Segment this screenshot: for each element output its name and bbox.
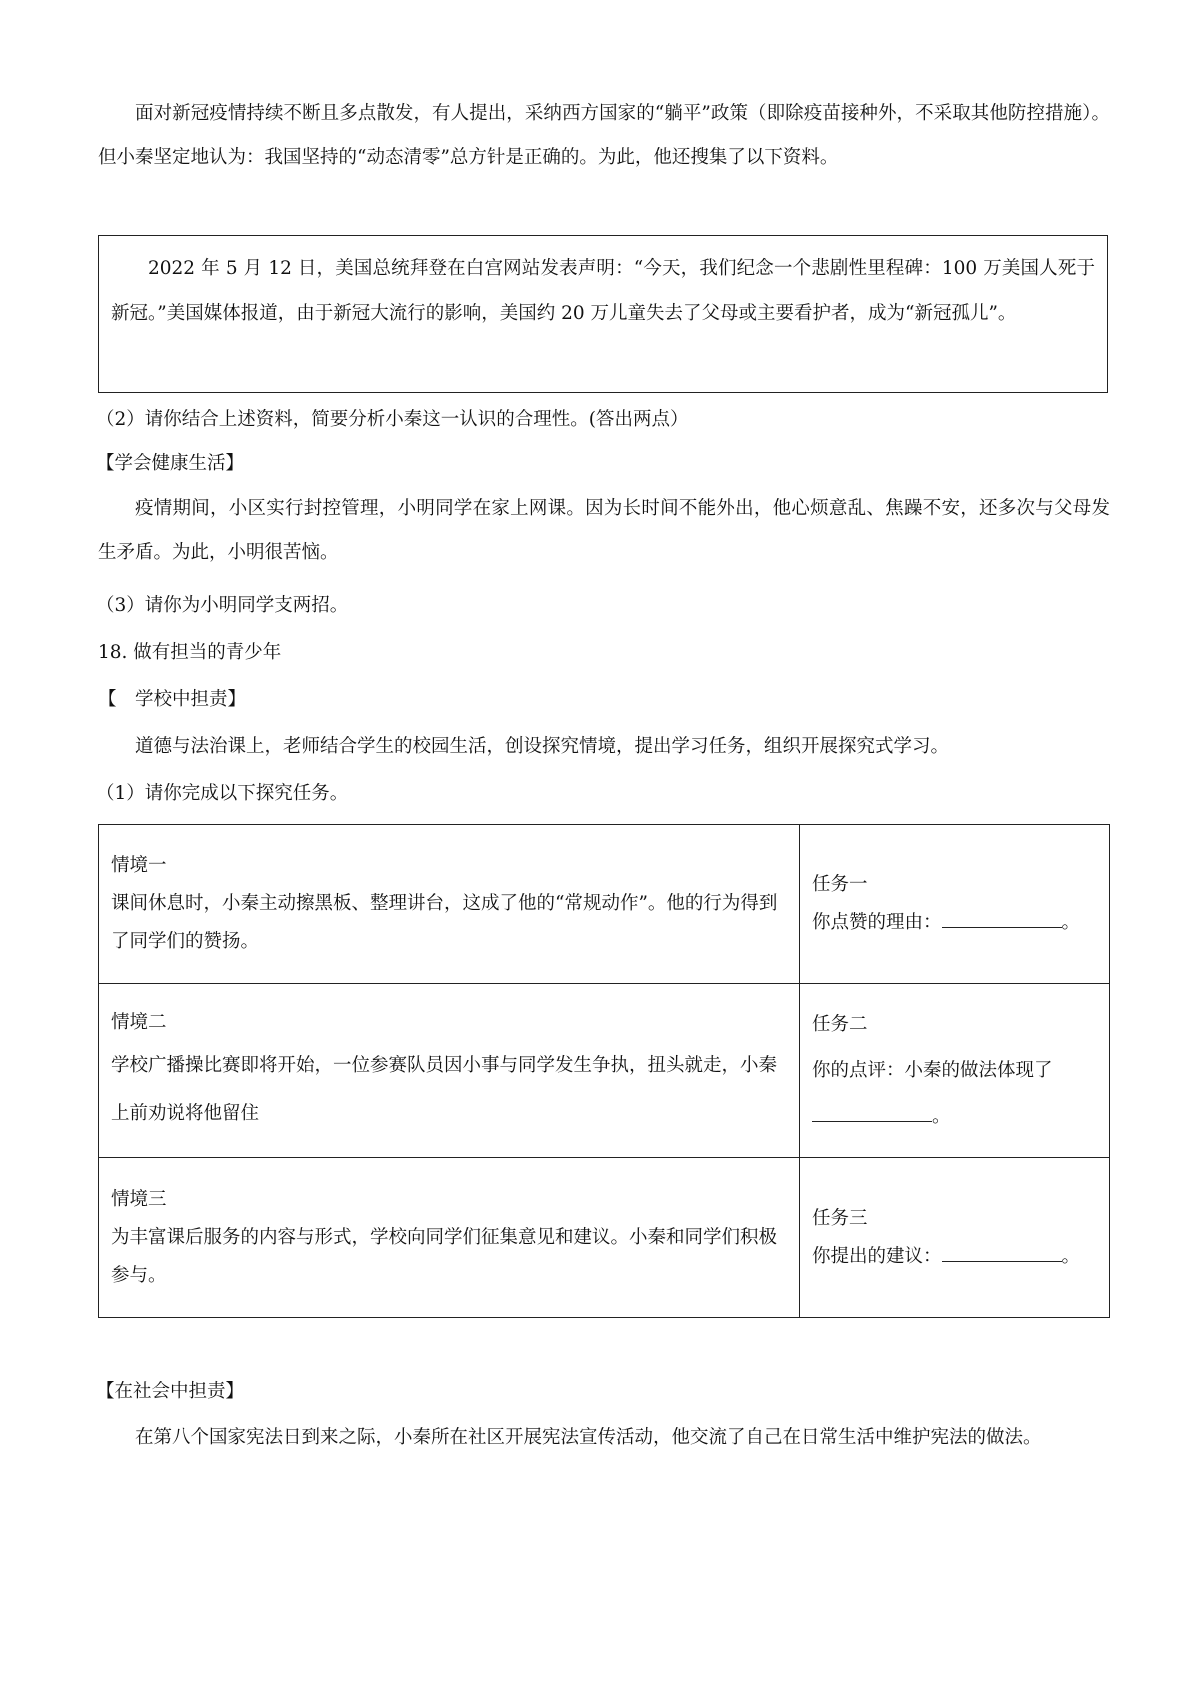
- task-table: [98, 824, 1110, 1318]
- material-box: [98, 235, 1108, 393]
- question-1: （1）请你完成以下探究任务。: [96, 783, 349, 804]
- situation-text: 为丰富课后服务的内容与形式，学校向同学们征集意见和建议。小秦和同学们积极参与。: [111, 1226, 778, 1286]
- situation-title: 情境二: [111, 1011, 167, 1033]
- material-text: 2022 年 5 月 12 日，美国总统拜登在白宫网站发表声明：“今天，我们纪念一个悲剧性里程碑：100 万美国人死于新冠。”美国媒体报道，由于新冠大流行的影响，美国约 20 万儿童失去了父母或主要看护者，成为“新冠孤儿”。: [111, 258, 1095, 324]
- question-2: （2）请你结合上述资料，简要分析小秦这一认识的合理性。(答出两点）: [96, 409, 689, 430]
- school-paragraph: 道德与法治课上，老师结合学生的校园生活，创设探究情境，提出学习任务，组织开展探究式学习。: [135, 736, 950, 757]
- table-row: [99, 825, 1110, 984]
- intro-paragraph: 面对新冠疫情持续不断且多点散发，有人提出，采纳西方国家的“躺平”政策（即除疫苗接种外，不采取其他防控措施）。但小秦坚定地认为：我国坚持的“动态清零”总方针是正确的。为此，他还搜集了以下资料。: [98, 103, 1110, 168]
- situation-cell: [99, 1158, 800, 1318]
- situation-title: 情境三: [111, 1188, 167, 1210]
- situation-text: 学校广播操比赛即将开始，一位参赛队员因小事与同学发生争执，扭头就走，小秦上前劝说将他留住: [111, 1054, 778, 1124]
- situation-title: 情境一: [111, 855, 167, 876]
- task-prompt-line: [812, 904, 1097, 942]
- task-title: 任务一: [812, 874, 868, 895]
- answer-blank[interactable]: [942, 1239, 1062, 1262]
- health-heading: 【学会健康生活】: [96, 453, 245, 474]
- task-cell: [800, 1158, 1110, 1318]
- table-row: [99, 1158, 1110, 1318]
- answer-blank[interactable]: [812, 1099, 932, 1122]
- answer-blank[interactable]: [942, 905, 1062, 928]
- task-cell: [800, 825, 1110, 984]
- situation-text: 课间休息时，小秦主动擦黑板、整理讲台，这成了他的“常规动作”。他的行为得到了同学们的赞扬。: [111, 893, 778, 952]
- situation-cell: [99, 984, 800, 1158]
- question-18-title: 18. 做有担当的青少年: [98, 642, 282, 663]
- task-prompt-line: [812, 1238, 1097, 1276]
- task-prompt: 你点赞的理由：: [812, 912, 942, 933]
- question-3: （3）请你为小明同学支两招。: [96, 595, 349, 616]
- task-cell: [800, 984, 1110, 1158]
- society-heading: 【在社会中担责】: [96, 1381, 245, 1402]
- task-blank-line: [812, 1094, 1097, 1140]
- task-end: 。: [1061, 912, 1081, 933]
- task-title: 任务二: [812, 1013, 868, 1035]
- task-end: 。: [1061, 1245, 1081, 1267]
- society-paragraph: 在第八个国家宪法日到来之际，小秦所在社区开展宪法宣传活动，他交流了自己在日常生活中维护宪法的做法。: [135, 1427, 1042, 1448]
- task-title: 任务三: [812, 1207, 868, 1229]
- school-heading: 【 学校中担责】: [98, 689, 247, 710]
- task-prompt: 你的点评：小秦的做法体现了: [812, 1059, 1053, 1081]
- task-end: 。: [932, 1105, 951, 1127]
- situation-cell: [99, 825, 800, 984]
- task-prompt: 你提出的建议：: [812, 1245, 942, 1267]
- table-row: [99, 984, 1110, 1158]
- health-paragraph: 疫情期间，小区实行封控管理，小明同学在家上网课。因为长时间不能外出，他心烦意乱、焦躁不安，还多次与父母发生矛盾。为此，小明很苦恼。: [98, 498, 1110, 563]
